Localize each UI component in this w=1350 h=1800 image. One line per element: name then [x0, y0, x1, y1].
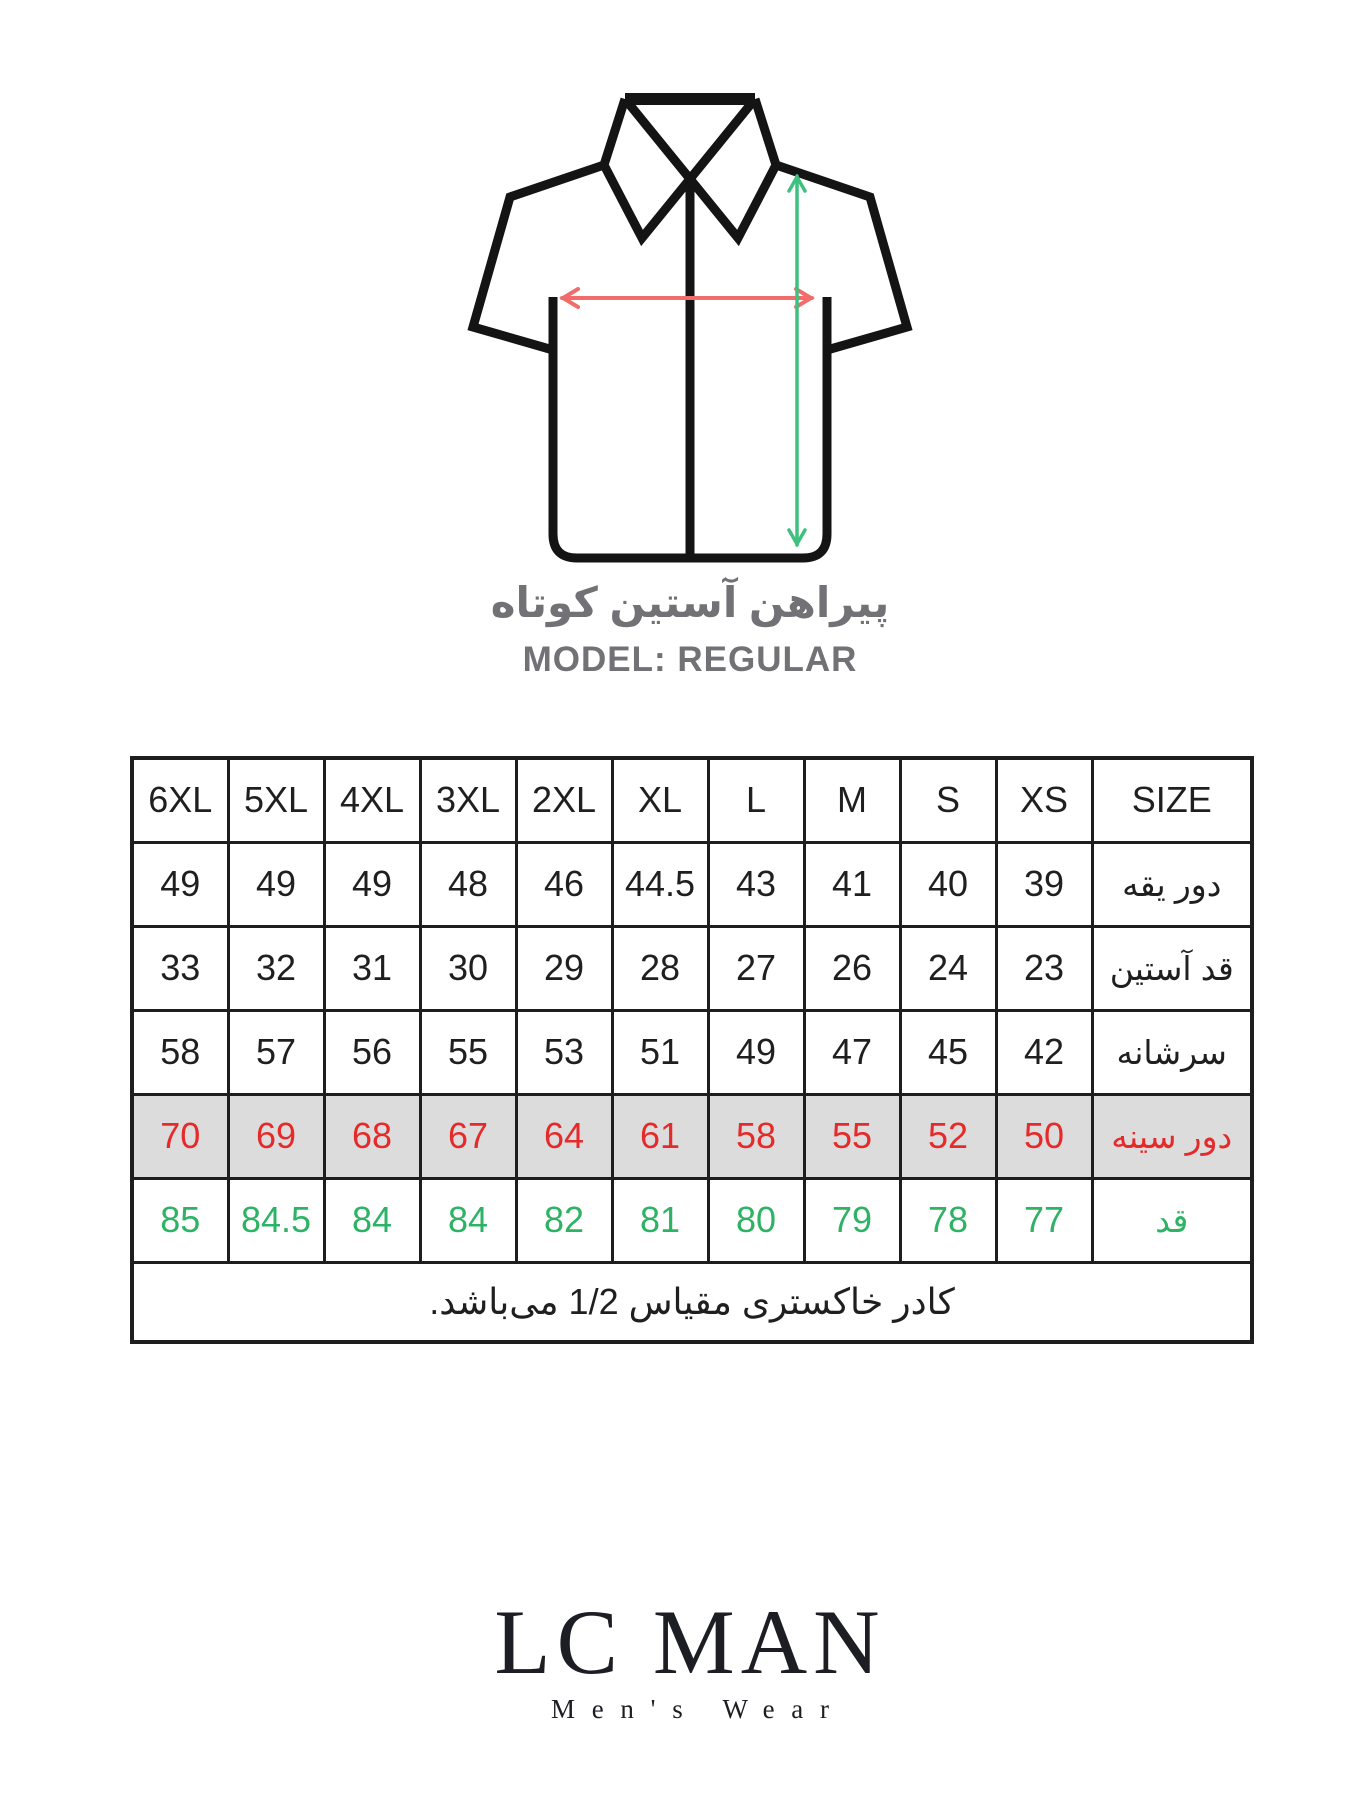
brand-logo-title: LC MAN	[494, 1591, 886, 1693]
measurement-value-cell: 44.5	[612, 842, 708, 926]
measurement-value-cell: 85	[132, 1178, 228, 1262]
measurement-value-cell: 55	[804, 1094, 900, 1178]
measurement-value-cell: 61	[612, 1094, 708, 1178]
measurement-value-cell: 53	[516, 1010, 612, 1094]
measurement-value-cell: 23	[996, 926, 1092, 1010]
measurement-value-cell: 33	[132, 926, 228, 1010]
measurement-value-cell: 51	[612, 1010, 708, 1094]
measurement-value-cell: 58	[132, 1010, 228, 1094]
measurement-row-label: قد آستین	[1092, 926, 1252, 1010]
measurement-value-cell: 84	[420, 1178, 516, 1262]
brand-logo-subtitle: Men's Wear	[550, 1694, 846, 1724]
size-column-header-cell: 3XL	[420, 758, 516, 842]
measurement-value-cell: 27	[708, 926, 804, 1010]
measurement-row	[132, 842, 1252, 926]
scale-note: کادر خاکستری مقیاس 1/2 می‌باشد.	[132, 1262, 1252, 1342]
measurement-row	[132, 1178, 1252, 1262]
measurement-value-cell: 49	[324, 842, 420, 926]
size-column-header-cell: 6XL	[132, 758, 228, 842]
size-table-body	[132, 842, 1252, 1342]
measurement-value-cell: 78	[900, 1178, 996, 1262]
size-column-header-cell: S	[900, 758, 996, 842]
size-column-header-cell: 4XL	[324, 758, 420, 842]
short-sleeve-shirt-icon	[420, 88, 960, 566]
measurement-row-label: سرشانه	[1092, 1010, 1252, 1094]
measurement-value-cell: 64	[516, 1094, 612, 1178]
measurement-row-label: دور سینه	[1092, 1094, 1252, 1178]
measurement-value-cell: 47	[804, 1010, 900, 1094]
size-column-header-cell: L	[708, 758, 804, 842]
measurement-value-cell: 58	[708, 1094, 804, 1178]
size-column-header-cell: XL	[612, 758, 708, 842]
measurement-value-cell: 68	[324, 1094, 420, 1178]
shirt-left-sleeve	[473, 165, 604, 350]
measurement-row	[132, 1010, 1252, 1094]
shirt-caption-fa: پیراهن آستین کوتاه	[490, 579, 890, 626]
measurement-value-cell: 26	[804, 926, 900, 1010]
size-column-header-cell: 2XL	[516, 758, 612, 842]
measurement-value-cell: 77	[996, 1178, 1092, 1262]
measurement-value-cell: 49	[228, 842, 324, 926]
size-table-header-row	[132, 758, 1252, 842]
measurement-value-cell: 56	[324, 1010, 420, 1094]
measurement-value-cell: 28	[612, 926, 708, 1010]
measurement-value-cell: 50	[996, 1094, 1092, 1178]
size-column-header-cell: XS	[996, 758, 1092, 842]
measurement-value-cell: 46	[516, 842, 612, 926]
measurement-value-cell: 84	[324, 1178, 420, 1262]
brand-logo	[15, 1591, 1350, 1725]
measurement-value-cell: 80	[708, 1178, 804, 1262]
measurement-value-cell: 52	[900, 1094, 996, 1178]
measurement-value-cell: 55	[420, 1010, 516, 1094]
measurement-value-cell: 40	[900, 842, 996, 926]
table-note-row	[132, 1262, 1252, 1342]
measurement-value-cell: 79	[804, 1178, 900, 1262]
size-label-header-cell: SIZE	[1092, 758, 1252, 842]
measurement-value-cell: 84.5	[228, 1178, 324, 1262]
measurement-value-cell: 69	[228, 1094, 324, 1178]
measurement-value-cell: 41	[804, 842, 900, 926]
measurement-value-cell: 43	[708, 842, 804, 926]
size-column-header-cell: M	[804, 758, 900, 842]
measurement-value-cell: 42	[996, 1010, 1092, 1094]
measurement-row-label: قد	[1092, 1178, 1252, 1262]
measurement-row	[132, 926, 1252, 1010]
size-column-header-cell: 5XL	[228, 758, 324, 842]
length-arrow	[789, 176, 805, 545]
measurement-value-cell: 67	[420, 1094, 516, 1178]
measurement-value-cell: 32	[228, 926, 324, 1010]
measurement-value-cell: 48	[420, 842, 516, 926]
measurement-value-cell: 70	[132, 1094, 228, 1178]
measurement-row-label: دور یقه	[1092, 842, 1252, 926]
measurement-value-cell: 81	[612, 1178, 708, 1262]
measurement-value-cell: 82	[516, 1178, 612, 1262]
size-table	[130, 756, 1254, 1344]
measurement-value-cell: 24	[900, 926, 996, 1010]
measurement-value-cell: 57	[228, 1010, 324, 1094]
measurement-value-cell: 30	[420, 926, 516, 1010]
model-label: MODEL: REGULAR	[522, 640, 858, 679]
measurement-value-cell: 31	[324, 926, 420, 1010]
shirt-diagram	[420, 88, 960, 566]
measurement-value-cell: 29	[516, 926, 612, 1010]
measurement-row	[132, 1094, 1252, 1178]
measurement-value-cell: 39	[996, 842, 1092, 926]
measurement-value-cell: 49	[708, 1010, 804, 1094]
size-table-head	[132, 758, 1252, 842]
measurement-value-cell: 49	[132, 842, 228, 926]
measurement-value-cell: 45	[900, 1010, 996, 1094]
